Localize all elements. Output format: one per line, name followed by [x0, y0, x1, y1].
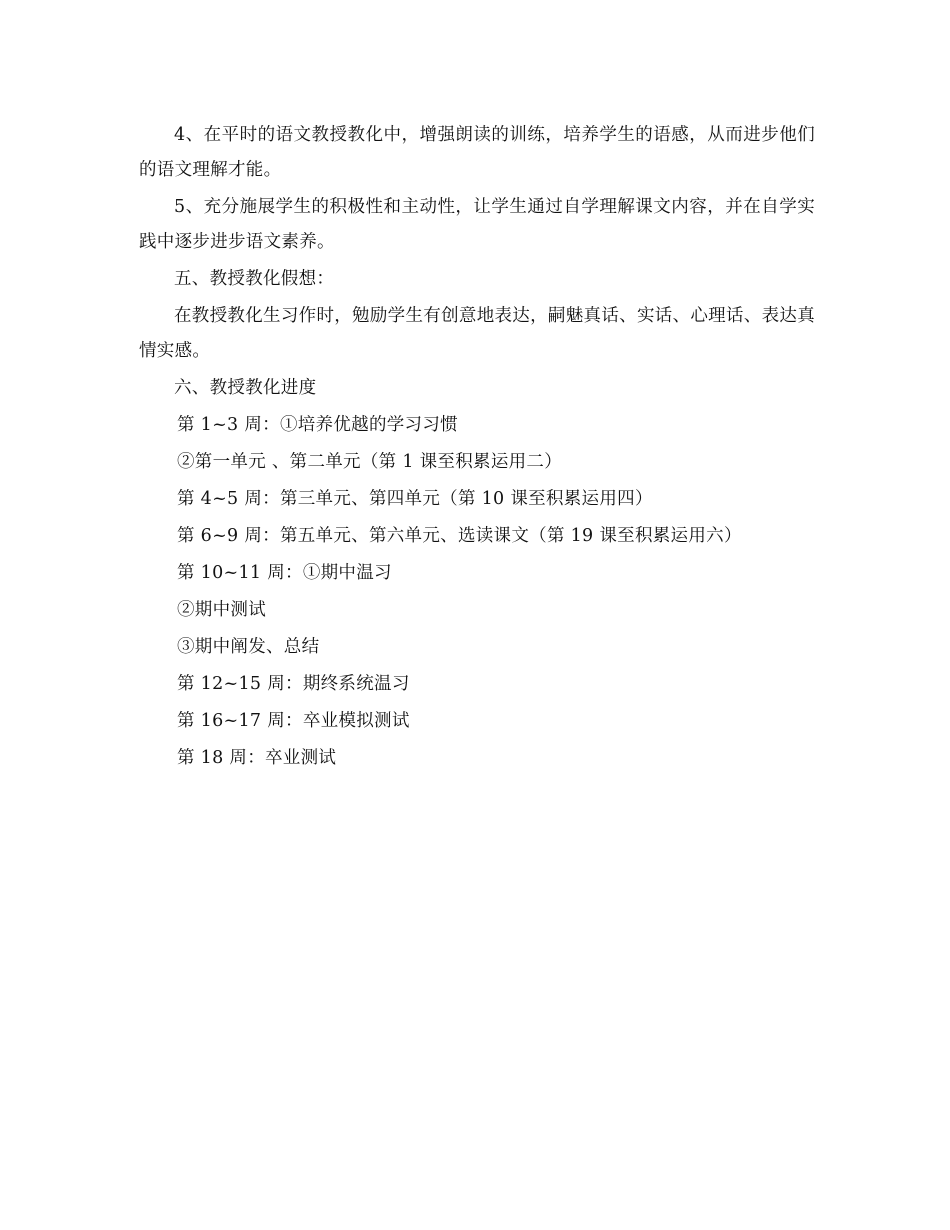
schedule-line: 第 10~11 周：①期中温习 [177, 563, 392, 583]
schedule-line: 第 16~17 周：卒业模拟测试 [177, 711, 410, 731]
section-heading-assumption: 五、教授教化假想： [174, 269, 335, 289]
paragraph-writing-guidance: 在教授教化生习作时，勉励学生有创意地表达，嗣魅真话、实话、心理话、表达真情实感。 [139, 306, 815, 361]
schedule-line: ②期中测试 [177, 600, 266, 620]
schedule-line: 第 12~15 周：期终系统温习 [177, 674, 410, 694]
schedule-line: ②第一单元 、第二单元（第 1 课至积累运用二） [177, 452, 563, 472]
paragraph-item-4: 4、在平时的语文教授教化中，增强朗读的训练，培养学生的语感，从而进步他们的语文理解才能。 [139, 125, 815, 180]
paragraph-item-5: 5、充分施展学生的积极性和主动性，让学生通过自学理解课文内容，并在自学实践中逐步进步语文素养。 [139, 197, 815, 252]
schedule-line: 第 6~9 周：第五单元、第六单元、选读课文（第 19 课至积累运用六） [177, 526, 742, 546]
schedule-line: ③期中阐发、总结 [177, 637, 320, 657]
schedule-line: 第 1~3 周：①培养优越的学习习惯 [177, 415, 458, 435]
section-heading-schedule: 六、教授教化进度 [174, 378, 317, 398]
document-body [139, 118, 815, 778]
schedule-line: 第 18 周：卒业测试 [177, 748, 337, 768]
schedule-line: 第 4~5 周：第三单元、第四单元（第 10 课至积累运用四） [177, 489, 653, 509]
